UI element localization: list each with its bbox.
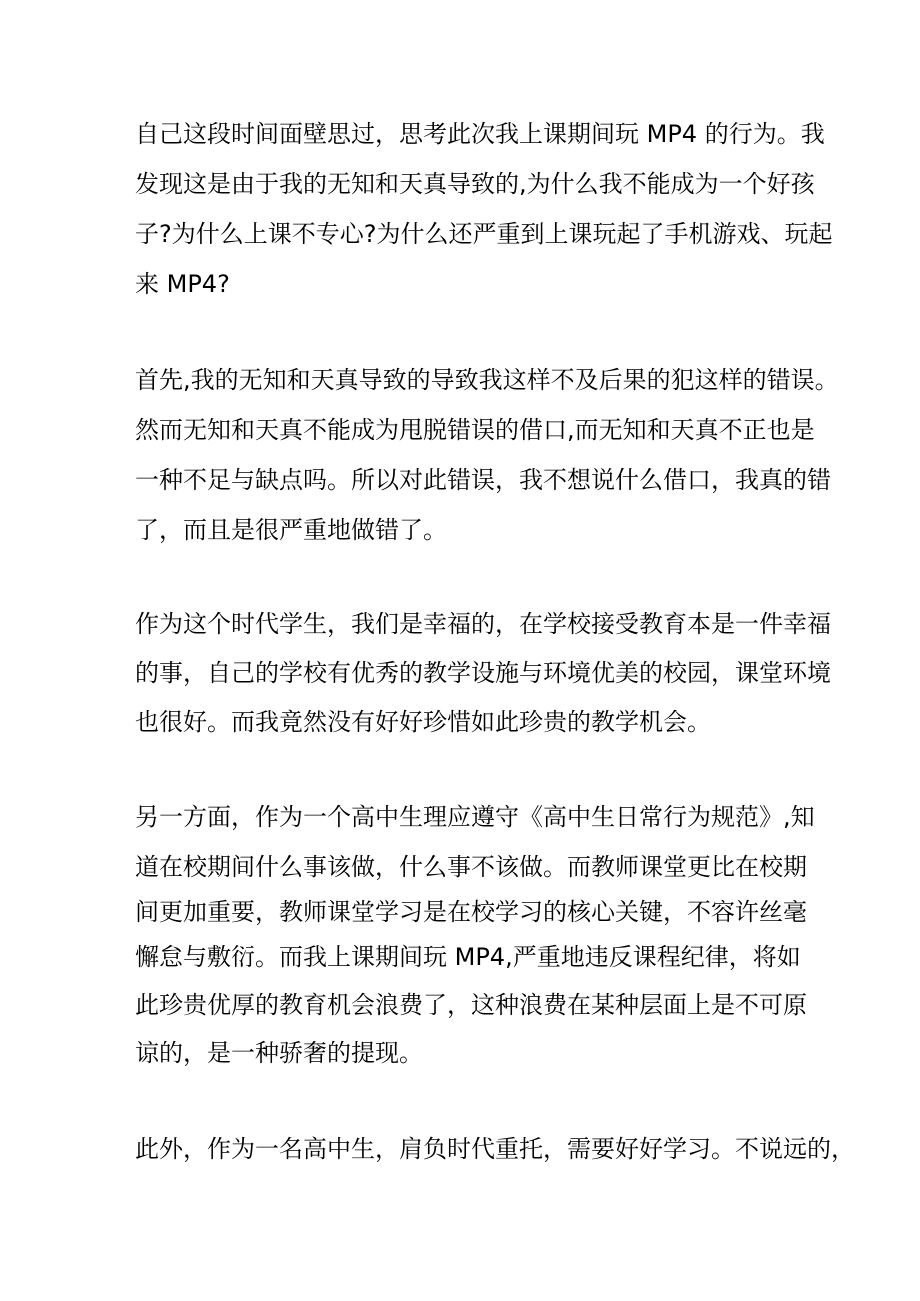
text-line: 另一方面，作为一个高中生理应遵守《高中生日常行为规范》,知 [135, 803, 815, 831]
text-line: 道在校期间什么事该做，什么事不该做。而教师课堂更比在校期 [135, 853, 807, 881]
text-line: 的事，自己的学校有优秀的教学设施与环境优美的校园，课堂环境 [135, 659, 831, 687]
text-line: 首先,我的无知和天真导致的导致我这样不及后果的犯这样的错误。 [135, 366, 839, 394]
text-line: 子?为什么上课不专心?为什么还严重到上课玩起了手机游戏、玩起 [135, 220, 833, 248]
text-line: 作为这个时代学生，我们是幸福的，在学校接受教育本是一件幸福 [135, 610, 831, 638]
text-line: 发现这是由于我的无知和天真导致的,为什么我不能成为一个好孩 [135, 170, 815, 198]
text-line: 谅的，是一种骄奢的提现。 [135, 1039, 423, 1067]
text-line: 间更加重要，教师课堂学习是在校学习的核心关键，不容许丝毫 [135, 898, 807, 926]
text-line: 自己这段时间面壁思过，思考此次我上课期间玩 MP4 的行为。我 [135, 120, 825, 148]
text-line: 懈怠与敷衍。而我上课期间玩 MP4,严重地违反课程纪律，将如 [135, 943, 801, 971]
text-line: 了，而且是很严重地做错了。 [135, 516, 447, 544]
text-line: 然而无知和天真不能成为甩脱错误的借口,而无知和天真不正也是 [135, 416, 815, 444]
text-line: 也很好。而我竟然没有好好珍惜如此珍贵的教学机会。 [135, 708, 711, 736]
text-line: 此外，作为一名高中生，肩负时代重托，需要好好学习。不说远的， [135, 1135, 855, 1163]
text-line: 来 MP4? [135, 270, 230, 298]
text-line: 一种不足与缺点吗。所以对此错误，我不想说什么借口，我真的错 [135, 466, 831, 494]
text-line: 此珍贵优厚的教育机会浪费了，这种浪费在某种层面上是不可原 [135, 991, 807, 1019]
